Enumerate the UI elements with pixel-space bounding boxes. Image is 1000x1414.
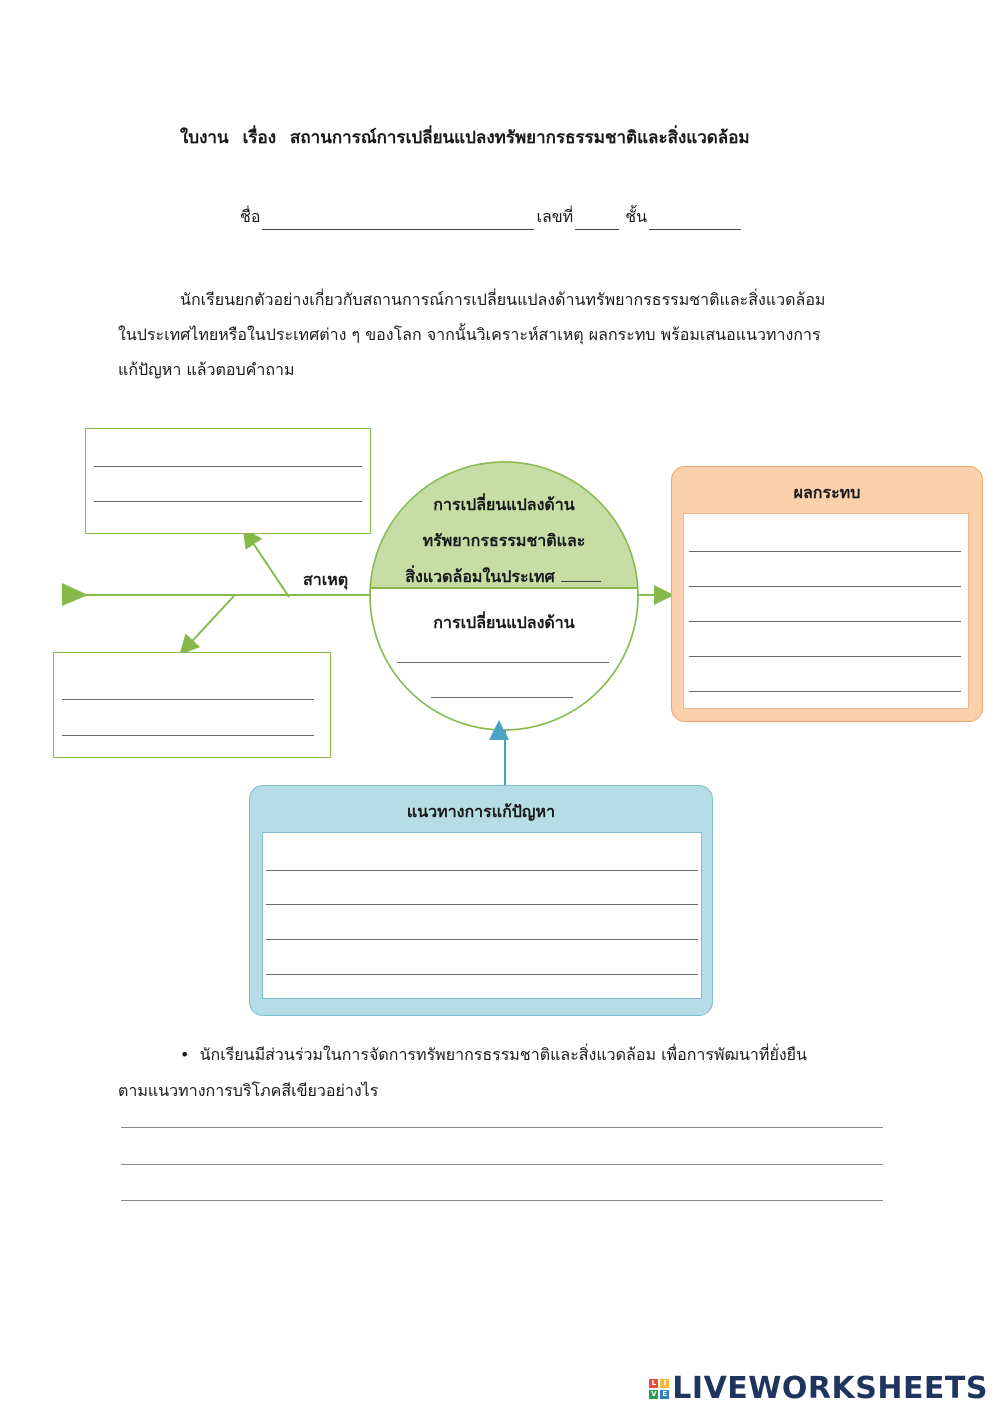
answer-line[interactable] bbox=[689, 586, 961, 587]
name-label: ชื่อ bbox=[240, 207, 261, 226]
answer-line[interactable] bbox=[431, 697, 573, 698]
center-topic-line-1: การเปลี่ยนแปลงด้าน bbox=[433, 495, 575, 514]
instructions-line-2: ในประเทศไทยหรือในประเทศต่าง ๆ ของโลก จากนั้นวิเคราะห์สาเหตุ ผลกระทบ พร้อมเสนอแนวทางการ bbox=[118, 325, 821, 344]
impact-answer-area bbox=[683, 513, 969, 709]
instructions-line-3: แก้ปัญหา แล้วตอบคำถาม bbox=[118, 360, 295, 379]
answer-line[interactable] bbox=[266, 974, 698, 975]
class-label: ชั้น bbox=[625, 207, 648, 226]
logo-mark-icon: L I V E bbox=[649, 1379, 669, 1399]
center-topic-line-3: สิ่งแวดล้อมในประเทศ bbox=[380, 559, 628, 595]
number-label: เลขที่ bbox=[536, 207, 574, 226]
liveworksheets-logo bbox=[649, 1371, 988, 1406]
answer-line[interactable] bbox=[62, 735, 314, 736]
answer-line[interactable] bbox=[689, 691, 961, 692]
cause-label: สาเหตุ bbox=[303, 570, 349, 589]
question-line-2: ตามแนวทางการบริโภคสีเขียวอย่างไร bbox=[118, 1081, 379, 1100]
cause-box-upper bbox=[85, 428, 371, 534]
question-line-1: • นักเรียนมีส่วนร่วมในการจัดการทรัพยากรธรรมชาติและสิ่งแวดล้อม เพื่อการพัฒนาที่ยั่งยืน bbox=[180, 1045, 807, 1064]
question-answer-line[interactable] bbox=[121, 1164, 883, 1165]
answer-line[interactable] bbox=[397, 662, 609, 663]
answer-line[interactable] bbox=[266, 939, 698, 940]
answer-line[interactable] bbox=[689, 621, 961, 622]
title-part-topic: เรื่อง bbox=[242, 128, 277, 148]
answer-line[interactable] bbox=[94, 466, 362, 467]
center-bottom-label: การเปลี่ยนแปลงด้าน bbox=[433, 613, 575, 632]
cause-branch-lower bbox=[182, 596, 234, 652]
answer-line[interactable] bbox=[94, 501, 362, 502]
question-paragraph bbox=[118, 1037, 898, 1109]
answer-line[interactable] bbox=[266, 870, 698, 871]
question-answer-line[interactable] bbox=[121, 1200, 883, 1201]
answer-line[interactable] bbox=[689, 551, 961, 552]
logo-text: LIVEWORKSHEETS bbox=[672, 1371, 988, 1406]
cause-branch-upper bbox=[245, 531, 289, 597]
cause-box-lower bbox=[53, 652, 331, 758]
center-topic-text bbox=[380, 487, 628, 595]
instructions-line-1: นักเรียนยกตัวอย่างเกี่ยวกับสถานการณ์การเปลี่ยนแปลงด้านทรัพยากรธรรมชาติและสิ่งแวดล้อม bbox=[180, 290, 826, 309]
title-part-subject: สถานการณ์การเปลี่ยนแปลงทรัพยากรธรรมชาติและสิ่งแวดล้อม bbox=[290, 128, 750, 148]
answer-line[interactable] bbox=[689, 656, 961, 657]
bullet-marker: • bbox=[180, 1045, 190, 1064]
solution-title: แนวทางการแก้ปัญหา bbox=[406, 802, 556, 821]
title-part-worksheet: ใบงาน bbox=[180, 128, 229, 148]
answer-line[interactable] bbox=[62, 699, 314, 700]
answer-line[interactable] bbox=[266, 904, 698, 905]
center-topic-line-2: ทรัพยากรธรรมชาติและ bbox=[422, 531, 586, 550]
impact-title: ผลกระทบ bbox=[793, 483, 861, 502]
solution-answer-area bbox=[262, 832, 702, 999]
question-answer-line[interactable] bbox=[121, 1127, 883, 1128]
country-field[interactable] bbox=[561, 567, 601, 582]
